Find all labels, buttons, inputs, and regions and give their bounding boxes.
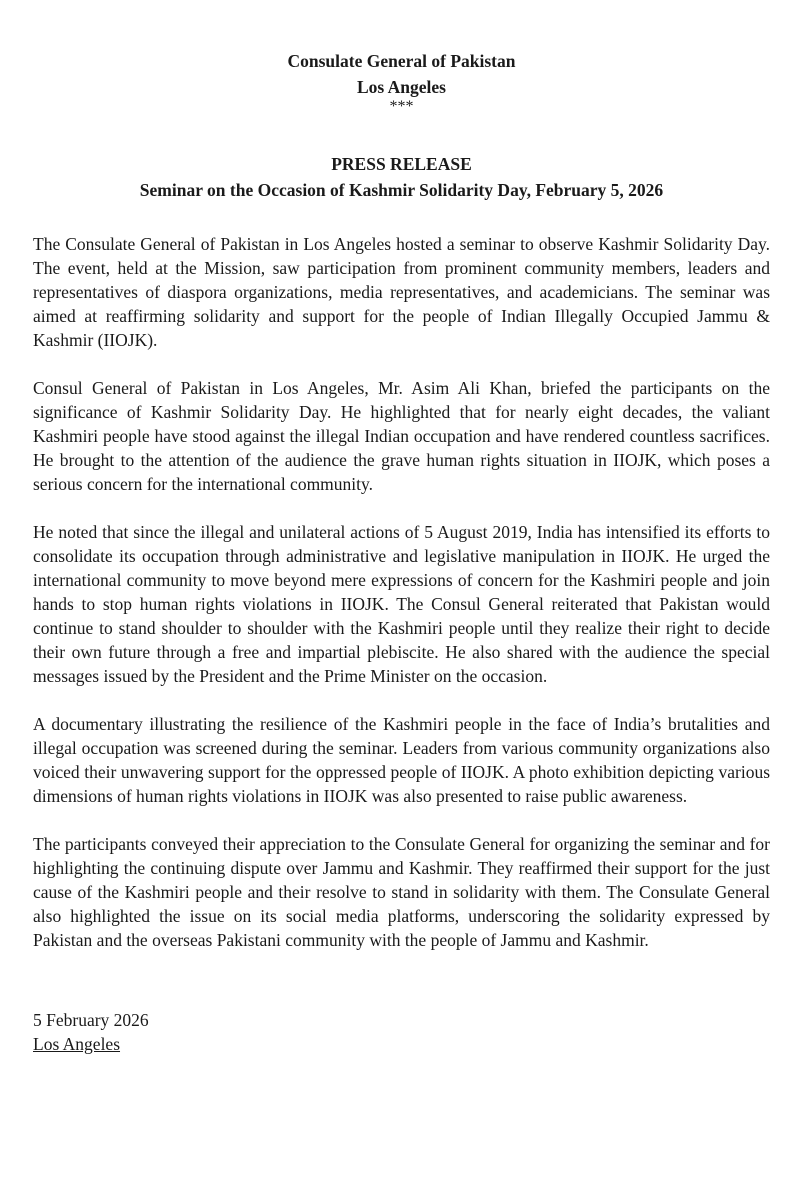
release-place: Los Angeles [33, 1034, 121, 1054]
body-paragraph-2: Consul General of Pakistan in Los Angeles, Mr. Asim Ali Khan, briefed the participants on the significance of Kashmir Solidarity Day. He highlighted that for nearly eight decades, the valiant Kashmiri people have stood against the illegal Indian occupation and have rendered countless sacrifices. He brought to the attention of the audience the grave human rights situation in IIOJK, which poses a serious concern for the international community. [33, 378, 770, 494]
document-subject-heading: Seminar on the Occasion of Kashmir Solidarity Day, February 5, 2026 [139, 180, 664, 200]
dateline [33, 1008, 770, 1056]
body-paragraph-5: The participants conveyed their appreciation to the Consulate General for organizing the seminar and for highlighting the continuing dispute over Jammu and Kashmir. They reaffirmed their support for the just cause of the Kashmiri people and their resolve to stand in solidarity with them. The Consulate General also highlighted the issue on its social media platforms, underscoring the solidarity expressed by Pakistan and the overseas Pakistani community with the people of Jammu and Kashmir. [33, 834, 770, 950]
letterhead [33, 48, 770, 114]
org-city: Los Angeles [357, 77, 446, 97]
header-separator: *** [389, 98, 414, 115]
body-paragraph-3: He noted that since the illegal and unilateral actions of 5 August 2019, India has intensified its efforts to consolidate its occupation through administrative and legislative manipulation in IIOJK. He urged the international community to move beyond mere expressions of concern for the Kashmiri people and join hands to stop human rights violations in IIOJK. The Consul General reiterated that Pakistan would continue to stand shoulder to shoulder with the Kashmiri people until they realize their right to decide their own future through a free and impartial plebiscite. He also shared with the audience the special messages issued by the President and the Prime Minister on the occasion. [33, 522, 770, 686]
body-paragraph-1: The Consulate General of Pakistan in Los Angeles hosted a seminar to observe Kashmir Solidarity Day. The event, held at the Mission, saw participation from prominent community members, leaders and representatives of diaspora organizations, media representatives, and academicians. The seminar was aimed at reaffirming solidarity and support for the people of Indian Illegally Occupied Jammu & Kashmir (IIOJK). [33, 234, 770, 350]
body-paragraph-4: A documentary illustrating the resilience of the Kashmiri people in the face of India’s brutalities and illegal occupation was screened during the seminar. Leaders from various community organizations also voiced their unwavering support for the oppressed people of IIOJK. A photo exhibition depicting various dimensions of human rights violations in IIOJK was also presented to raise public awareness. [33, 714, 770, 806]
title-block [33, 151, 770, 203]
org-name: Consulate General of Pakistan [287, 51, 516, 71]
release-date: 5 February 2026 [33, 1010, 149, 1030]
document-type-heading: PRESS RELEASE [331, 154, 472, 174]
